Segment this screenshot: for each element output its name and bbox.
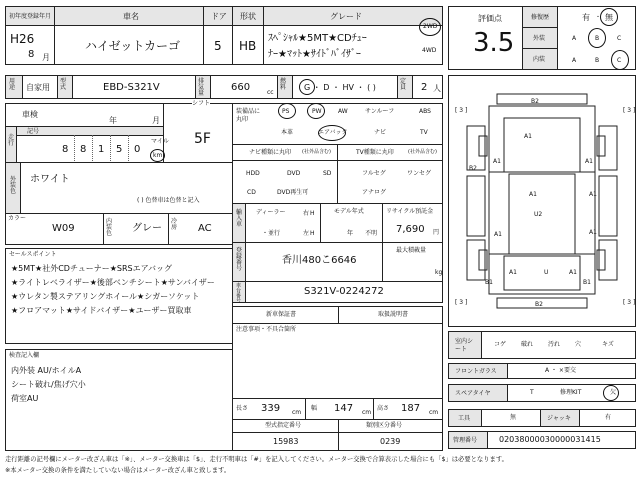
repair-label: 修復歴 xyxy=(531,14,550,21)
equipment-item: エアバック xyxy=(318,129,348,136)
ext-circle xyxy=(588,28,606,48)
drive-bottom: 4WD xyxy=(422,47,437,54)
tools-label: 工具 xyxy=(458,415,471,422)
car-name-label-cell xyxy=(54,6,204,26)
displacement-label-cell xyxy=(195,75,211,99)
jack-label: ジャッキ xyxy=(547,415,571,422)
type-no: 15983 xyxy=(273,437,299,446)
exterior-color: ホワイト xyxy=(30,174,70,185)
chassis-value: S321V-0224272 xyxy=(304,286,384,297)
displacement: 660 xyxy=(231,82,251,93)
chassis-label-cell xyxy=(232,281,246,303)
grade-label-cell xyxy=(263,6,443,26)
score-label: 評価点 xyxy=(478,14,502,23)
height-label: 高さ xyxy=(377,405,390,412)
capacity-cell xyxy=(412,75,443,99)
import-label-cell xyxy=(232,203,246,243)
ac-label: 冷房 xyxy=(171,218,178,231)
model: EBD-S321V xyxy=(103,82,160,93)
reg-year-label-cell xyxy=(5,6,55,26)
doors-cell xyxy=(203,25,233,65)
shift-value: 5F xyxy=(194,131,211,147)
import-h1: H xyxy=(310,210,315,217)
record-label: 記号 xyxy=(27,128,40,135)
corner-number: [ 3 ] xyxy=(623,299,635,306)
usage-cell xyxy=(22,75,58,99)
shape: HB xyxy=(239,39,257,53)
import-label: 輸入車 xyxy=(236,209,243,228)
recycle-value: 7,690 xyxy=(396,224,425,235)
exterior-block xyxy=(5,162,233,214)
color-no: W09 xyxy=(52,223,75,234)
windshield-label-cell xyxy=(448,363,508,379)
equipment-item: PS xyxy=(282,108,290,115)
tv-item: アナログ xyxy=(362,189,387,196)
ext-opt-a: A xyxy=(572,35,577,42)
fuel-label-cell xyxy=(277,75,293,99)
exterior-label: 外装色 xyxy=(10,176,17,195)
navi-item: CD xyxy=(247,189,256,196)
shape-cell xyxy=(232,25,264,65)
corner-number: [ 3 ] xyxy=(623,107,635,114)
sales-point-2: ★ライトレベライザー★後部ベンチシート★サンバイザー xyxy=(11,278,215,287)
fuel-circle xyxy=(299,79,315,95)
equipment-item: 本革 xyxy=(281,129,294,136)
damage-label: A1 xyxy=(589,191,597,198)
equipment-item: AW xyxy=(338,108,348,115)
exterior-label-cell xyxy=(5,162,21,214)
damage-label: B1 xyxy=(583,279,591,286)
recycle-unit: 円 xyxy=(433,229,440,236)
shape-label: 形状 xyxy=(240,12,256,21)
fuel-cell xyxy=(292,75,398,99)
seat-label-cell xyxy=(448,331,482,359)
equipment-item: TV xyxy=(420,129,428,136)
doors-label: ドア xyxy=(211,12,227,21)
score-value: 3.5 xyxy=(473,28,515,58)
mileage-digits xyxy=(56,135,150,163)
model-year-label: モデル年式 xyxy=(334,208,364,215)
damage-label: A1 xyxy=(494,231,502,238)
mgmt-label: 管理番号 xyxy=(453,437,478,444)
mgmt-label-cell xyxy=(448,431,488,449)
reg-month-unit: 月 xyxy=(42,53,50,62)
repair-circle xyxy=(600,8,618,26)
car-name-label: 車名 xyxy=(123,12,139,21)
interior: グレー xyxy=(132,223,162,234)
height-value: 187 xyxy=(401,403,421,414)
reg-year: H26 xyxy=(10,32,35,46)
usage: 自家用 xyxy=(26,83,50,92)
import-h2: H xyxy=(310,230,315,237)
tools-label-cell xyxy=(448,409,482,427)
capacity-label-cell xyxy=(397,75,413,99)
navi-title: ナビ種類に丸印 xyxy=(249,149,292,156)
model-cell xyxy=(72,75,196,99)
length-label: 長さ xyxy=(236,405,249,412)
sales-point-3: ★ウレタン製ステアリングホイール★シガーソケット xyxy=(11,292,200,301)
class-no-label: 類別区分番号 xyxy=(366,422,403,429)
navi-item: SD xyxy=(323,170,332,177)
sales-point-4: ★フロアマット★サイドバイザー★ユーザー買取車 xyxy=(11,306,192,315)
mileage-digit: 5 xyxy=(116,144,123,155)
mileage-label: 走行 xyxy=(8,134,15,147)
usage-label-cell xyxy=(5,75,23,99)
spare-label: スペアタイヤ xyxy=(455,390,491,397)
damage-label: A1 xyxy=(524,133,532,140)
damage-label: A1 xyxy=(493,158,501,165)
spare-label-cell xyxy=(448,384,508,402)
ext-opt-c: C xyxy=(617,35,622,42)
color-no-label: カラー xyxy=(8,215,27,222)
inspector-line-3: 荷室AU xyxy=(11,394,39,403)
import-parallel: ・並行 xyxy=(262,230,281,237)
mileage-digit: 0 xyxy=(134,144,141,155)
reg-year-label: 初年度登録年月 xyxy=(9,13,52,20)
car-name-cell xyxy=(54,25,204,65)
inspector-label: 検査記入欄 xyxy=(9,352,40,359)
mgmt-value: 02038000030000031415 xyxy=(499,435,601,444)
width-unit: cm xyxy=(362,409,372,416)
spare-opt-none: 欠 xyxy=(610,389,617,396)
corner-number: [ 3 ] xyxy=(455,299,468,306)
fuel-label: 燃料 xyxy=(280,78,287,91)
ac: AC xyxy=(198,223,212,234)
grade-cell xyxy=(263,25,443,65)
max-load-label: 最大積載量 xyxy=(396,247,427,254)
equipment-item: ABS xyxy=(419,108,431,115)
sales-points-label: セールスポイント xyxy=(9,251,57,258)
notes-block xyxy=(232,323,443,399)
model-label: 型式 xyxy=(60,78,67,91)
mileage-unit-top: マイル xyxy=(151,138,169,145)
capacity-label: 定員 xyxy=(400,78,407,91)
manual-label: 取扱説明書 xyxy=(378,311,409,318)
model-label-cell xyxy=(57,75,73,99)
jack-value: 有 xyxy=(605,414,612,421)
spare-circle xyxy=(603,385,619,401)
usage-label: 用途 xyxy=(9,78,16,91)
doors: 5 xyxy=(214,39,222,53)
seat-option: 破れ xyxy=(521,341,534,348)
damage-label: B2 xyxy=(535,301,543,308)
exterior-note: ( ) 色替車は色替と記入 xyxy=(137,197,200,204)
int-opt-b: B xyxy=(595,57,600,64)
navi-item: DVD xyxy=(287,170,301,177)
model-year-unit: 年 xyxy=(347,230,354,237)
new-car-warranty: 新車保証書 xyxy=(266,311,297,318)
exterior-score-label: 外装 xyxy=(533,35,546,42)
seat-option: 汚れ xyxy=(548,341,561,348)
damage-label: U xyxy=(544,269,549,276)
seat-option: キズ xyxy=(602,341,614,348)
drive-top: 2WD xyxy=(423,23,438,30)
equipment-item: PW xyxy=(312,108,322,115)
damage-label: A1 xyxy=(569,269,577,276)
mileage-digit: 1 xyxy=(98,144,105,155)
class-no: 0239 xyxy=(380,437,401,446)
sales-point-1: ★5MT★社外CDチューナー★SRSエアバッグ xyxy=(11,264,172,273)
notes-label: 注意事項・不具合箇所 xyxy=(236,326,297,333)
reg-year-cell xyxy=(5,25,55,65)
footer-line-2: ※本メーター交換の条件を満たしていない場合はメーター改ざん車と致します。 xyxy=(5,467,231,474)
navi-note: (社外品含む) xyxy=(302,149,331,155)
chassis-label: 車台番号 xyxy=(236,283,242,304)
damage-label: A1 xyxy=(585,158,593,165)
width-value: 147 xyxy=(334,403,354,414)
windshield-options: A ・ ×要交 xyxy=(545,367,576,374)
grade-label: グレード xyxy=(330,12,362,21)
fuel-options: G ・ D ・ HV ・ ( ) xyxy=(304,83,376,92)
tv-title: TV種類に丸印 xyxy=(356,149,394,156)
mileage-digit: 8 xyxy=(80,144,87,155)
int-opt-a: A xyxy=(572,57,577,64)
seat-label: 室内シート xyxy=(455,338,474,354)
damage-label: U2 xyxy=(534,211,543,218)
car-name: ハイゼットカーゴ xyxy=(85,39,181,53)
inspector-line-1: 内外装 AU/ホイルA xyxy=(11,366,82,375)
int-circle xyxy=(611,50,629,70)
mileage-unit-bottom: km xyxy=(153,152,163,159)
plate-label: 登録番号 xyxy=(236,247,243,272)
corner-number: [ 3 ] xyxy=(455,107,468,114)
interior-score-label-cell xyxy=(522,48,558,70)
spare-opt-t: T xyxy=(530,389,534,396)
windshield-label: フロントガラス xyxy=(455,368,497,375)
cc-unit: cc xyxy=(267,89,274,96)
reg-month: 8 xyxy=(28,49,35,60)
tv-note: (社外品含む) xyxy=(408,149,437,155)
car-diagram xyxy=(449,76,635,326)
navi-item: HDD xyxy=(246,170,260,177)
footer-line-1: 走行距離の記号欄にメーター改ざん車は「※」、メーター交換車は「$」、走行不明車は「#」を記入してください。メーター交換で合算表示した場合にも「$」は必要となります。 xyxy=(5,456,508,463)
displacement-label: 排気量 xyxy=(198,78,205,97)
spare-opt-kit: 修理KIT xyxy=(560,389,582,396)
type-no-label: 型式指定番号 xyxy=(265,422,302,429)
damage-label: B2 xyxy=(531,98,539,105)
interior-score-label: 内装 xyxy=(533,56,546,63)
int-opt-c: C xyxy=(617,57,622,64)
ext-opt-b: B xyxy=(595,35,600,42)
recycle-label: リサイクル預託金 xyxy=(386,208,434,215)
damage-label: B2 xyxy=(469,165,477,172)
grade-line1: ｽﾍﾟｼｬﾙ★5MT★CDﾁｭｰ xyxy=(268,33,367,44)
damage-label: A1 xyxy=(529,191,537,198)
tools-value: 無 xyxy=(510,414,517,421)
sales-points-block xyxy=(5,248,233,344)
capacity-unit: 人 xyxy=(433,84,441,93)
equipment-item: サンルーフ xyxy=(365,108,395,115)
shape-label-cell xyxy=(232,6,264,26)
car-diagram-block xyxy=(448,75,636,327)
inspection-month-unit: 月 xyxy=(152,116,160,125)
damage-label: B1 xyxy=(485,279,493,286)
repair-opt-yes: 有 xyxy=(582,13,590,22)
jack-label-cell xyxy=(540,409,580,427)
displacement-cell xyxy=(210,75,278,99)
length-unit: cm xyxy=(292,409,302,416)
damage-label: A1 xyxy=(589,229,597,236)
mileage-digit: 8 xyxy=(62,144,69,155)
seat-option: 穴 xyxy=(575,341,582,348)
exterior-score-label-cell xyxy=(522,27,558,49)
tv-item: ワンセグ xyxy=(407,170,432,177)
plate-value: 香川480こ6646 xyxy=(282,255,357,266)
import-right: 右 xyxy=(303,210,310,217)
import-dealer: ディーラー xyxy=(256,209,286,216)
seat-option: コゲ xyxy=(494,341,507,348)
tv-item: フルセグ xyxy=(362,170,386,177)
inspection-label: 車検 xyxy=(22,110,38,119)
doors-label-cell xyxy=(203,6,233,26)
inspector-line-2: シート破れ/焦げ穴小 xyxy=(11,380,86,389)
width-label: 幅 xyxy=(311,405,318,412)
repair-opt-no: 無 xyxy=(605,13,613,22)
plate-label-cell xyxy=(232,242,246,282)
model-year-unknown: 不明 xyxy=(365,230,378,237)
navi-item: DVD再生可 xyxy=(277,189,309,196)
import-left: 左 xyxy=(303,230,310,237)
grade-line2: ﾅｰ★ﾏｯﾄ★ｻｲﾄﾞﾊﾞｲｻﾞｰ xyxy=(268,49,361,60)
interior-label: 内装色 xyxy=(106,218,113,237)
equipment-item: ナビ xyxy=(374,129,387,136)
shift-label: シフト xyxy=(192,100,211,107)
max-load-kg: kg xyxy=(435,269,443,276)
capacity: 2 xyxy=(421,82,428,93)
inspection-year-unit: 年 xyxy=(109,116,117,125)
height-unit: cm xyxy=(429,409,439,416)
equipment-label: 装備品に丸印 xyxy=(236,108,261,123)
damage-label: A1 xyxy=(509,269,517,276)
length-value: 339 xyxy=(261,403,281,414)
repair-label-cell xyxy=(522,6,558,28)
inspector-block xyxy=(5,349,233,451)
